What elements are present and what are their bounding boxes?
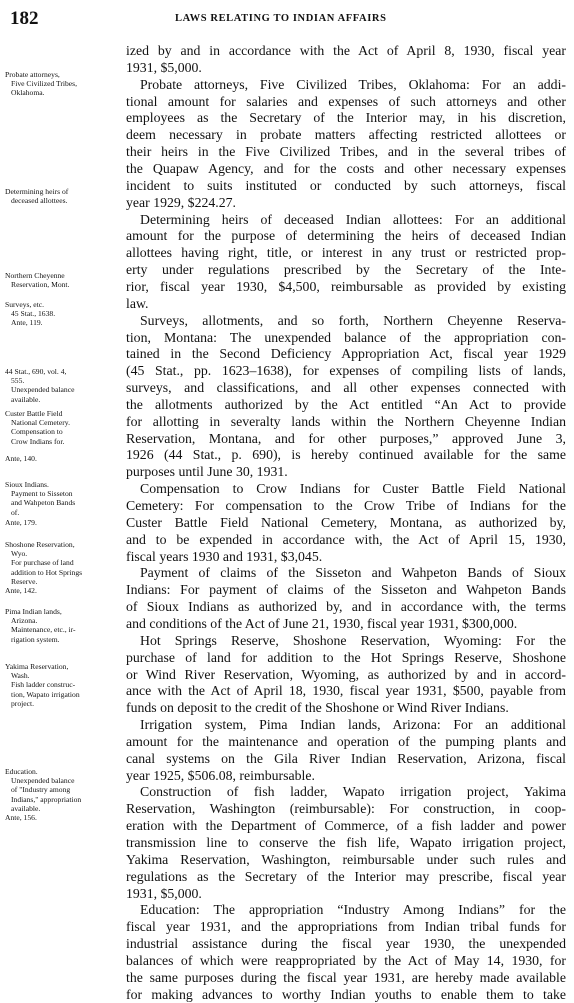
margin-note-line: Education. xyxy=(5,767,38,776)
body-line: the allotments authorized by the Act entitled “An Act to provide xyxy=(126,396,566,412)
margin-note-line: Determining heirs of xyxy=(5,187,69,196)
margin-note-line: For purchase of land xyxy=(11,558,74,568)
body-line: Yakima Reservation, Washington, reimbursable under such rules and xyxy=(126,851,566,867)
body-line: for allotting in severalty lands within the Northern Cheyenne Indian xyxy=(126,413,566,429)
margin-note-line: Ante, 119. xyxy=(11,318,43,328)
margin-note-line: Compensation to xyxy=(11,427,63,437)
margin-note xyxy=(5,586,120,595)
margin-note-line: Ante, 142. xyxy=(5,586,37,595)
margin-note xyxy=(5,813,120,822)
margin-note xyxy=(5,662,120,708)
body-line: year 1925, $506.08, reimbursable. xyxy=(126,767,315,783)
body-line: regulations as the Secretary of the Interior may prescribe, fiscal year xyxy=(126,868,566,884)
margin-note-line: Fish ladder construc- xyxy=(11,680,76,690)
margin-note xyxy=(5,540,120,586)
body-line: and to be expended in accordance with, the Act of April 15, 1930, xyxy=(126,531,566,547)
body-line: Education: The appropriation “Industry Among Indians” for the xyxy=(140,902,566,918)
margin-note xyxy=(5,70,120,98)
margin-note-line: Oklahoma. xyxy=(11,88,45,98)
body-line: Determining heirs of deceased Indian allottees: For an additional xyxy=(140,211,566,227)
margin-note-line: Indians," appropriation xyxy=(11,794,82,804)
body-line: canal systems on the Gila River Indian Reservation, Arizona, fiscal xyxy=(126,750,566,766)
margin-note xyxy=(5,271,120,289)
margin-note-line: available. xyxy=(11,803,41,813)
margin-note-line: rigation system. xyxy=(11,634,60,644)
margin-note-line: Ante, 179. xyxy=(5,518,37,527)
body-line: ized by and in accordance with the Act of April 8, 1930, fiscal year xyxy=(126,43,566,58)
body-line: and conditions of the Act of June 21, 1930, fiscal year 1931, $300,000. xyxy=(126,615,518,631)
margin-note-line: Custer Battle Field xyxy=(5,409,63,418)
margin-note xyxy=(5,454,120,463)
margin-note xyxy=(5,367,120,404)
body-line: law. xyxy=(126,295,149,311)
body-line: Cemetery: For compensation to the Crow Tribe of Indians for the xyxy=(126,498,566,513)
body-line: (45 Stat., pp. 1623–1638), for expenses of compiling lists of lands, xyxy=(126,363,566,379)
body-line: for making advances to worthy Indian youths to enable them to take xyxy=(126,986,566,1002)
body-line: Irrigation system, Pima Indian lands, Arizona: For an additional xyxy=(140,717,566,732)
margin-note-line: project. xyxy=(11,698,34,708)
page-number: 182 xyxy=(10,8,39,29)
body-line: amount for the purpose of determining the heirs of deceased Indian xyxy=(126,228,566,244)
margin-note-line: Wyo. xyxy=(11,549,28,559)
body-line: Hot Springs Reserve, Shoshone Reservation, Wyoming: For the xyxy=(140,632,566,648)
body-line: the Quapaw Agency, and for the costs and other necessary expenses xyxy=(126,161,566,176)
margin-note xyxy=(5,518,120,527)
running-head: LAWS RELATING TO INDIAN AFFAIRS xyxy=(175,13,387,24)
margin-note-line: Probate attorneys, xyxy=(5,70,60,79)
margin-note-line: Maintenance, etc., ir- xyxy=(11,625,76,635)
body-line: fiscal years 1930 and 1931, $3,045. xyxy=(126,548,323,564)
margin-note-line: National Cemetery. xyxy=(11,418,70,428)
margin-note xyxy=(5,409,120,446)
margin-note-line: 555. xyxy=(11,376,25,386)
margin-note-line: Pima Indian lands, xyxy=(5,607,62,616)
body-line: erty under regulations prescribed by the Secretary of the Inte- xyxy=(126,262,566,278)
margin-note-line: Wash. xyxy=(11,671,30,681)
margin-note-line: deceased allottees. xyxy=(11,196,68,206)
body-line: allottees having right, title, or interest in any trust or restricted prop- xyxy=(126,245,566,261)
body-line: transmission line to conserve the fish life, Wapato irrigation project, xyxy=(126,835,566,850)
margin-note-line: Ante, 140. xyxy=(5,454,37,463)
margin-note-line: available. xyxy=(11,394,41,404)
body-line: Indians: For payment of claims of the Sisseton and Wahpeton Bands xyxy=(126,582,566,598)
body-line: funds on deposit to the credit of the Shoshone or Wind River Indians. xyxy=(126,700,509,716)
margin-note-line: Arizona. xyxy=(11,616,38,626)
body-line: industrial assistance during the fiscal year 1930, the unexpended xyxy=(126,936,566,952)
body-line: rior, fiscal year 1930, $4,500, reimbursable as provided by existing xyxy=(126,278,566,294)
margin-note-line: Five Civilized Tribes, xyxy=(11,79,78,89)
body-line: ance with the Act of April 18, 1930, fiscal year 1931, $500, payable from xyxy=(126,683,566,699)
margin-note-line: of "Industry among xyxy=(11,785,71,795)
margin-note-line: Shoshone Reservation, xyxy=(5,540,75,549)
body-line: Payment of claims of the Sisseton and Wahpeton Bands of Sioux xyxy=(140,565,566,581)
body-line: deem necessary in probate matters affecting restricted allottees or xyxy=(126,127,566,143)
body-line: tional amount for salaries and expenses of such attorneys and other xyxy=(126,93,566,109)
body-line: Compensation to Crow Indians for Custer Battle Field National xyxy=(140,481,566,497)
margin-note-line: Reservation, Mont. xyxy=(11,280,70,290)
page-header xyxy=(0,8,574,32)
margin-note-line: 45 Stat., 1638. xyxy=(11,309,56,319)
body-line: tained in the Second Deficiency Appropriation Act, fiscal year 1929 xyxy=(126,346,566,362)
margin-note-line: Unexpended balance xyxy=(11,385,75,395)
body-line: 1931, $5,000. xyxy=(126,59,202,75)
margin-note-line: tion, Wapato irrigation xyxy=(11,689,80,699)
margin-note-line: Northern Cheyenne xyxy=(5,271,65,280)
body-line: purchase of land for addition to the Hot Springs Reserve, Shoshone xyxy=(126,649,566,665)
margin-note-line: Ante, 156. xyxy=(5,813,37,822)
body-line: year 1929, $224.27. xyxy=(126,194,236,210)
body-line: 1926 (44 Stat., p. 690), is hereby continued available for the same xyxy=(126,447,566,463)
margin-note-line: Surveys, etc. xyxy=(5,300,45,309)
margin-note-line: Payment to Sisseton xyxy=(11,489,73,499)
margin-note-line: Crow Indians for. xyxy=(11,436,65,446)
body-line: their heirs in the Five Civilized Tribes, and in the several tribes of xyxy=(126,144,566,160)
body-line: Construction of fish ladder, Wapato irrigation project, Yakima xyxy=(140,784,566,800)
margin-note xyxy=(5,480,120,517)
margin-note xyxy=(5,187,120,205)
body-line: purposes until June 30, 1931. xyxy=(126,464,288,480)
margin-note-line: of. xyxy=(11,507,20,517)
body-line: eration with the Department of Commerce, of a fish ladder and power xyxy=(126,818,566,834)
body-line: fiscal year 1931, and the appropriations from Indian tribal funds for xyxy=(126,919,566,935)
margin-note-line: Yakima Reservation, xyxy=(5,662,69,671)
margin-note xyxy=(5,607,120,644)
body-line: surveys, and classifications, and all other expenses connected with xyxy=(126,380,566,395)
body-line: Reservation, Montana, and for other purposes,” approved June 3, xyxy=(126,430,566,446)
body-line: the same purposes during the fiscal year 1931, are hereby made available xyxy=(126,969,566,985)
body-line: amount for the maintenance and operation of the pumping plants and xyxy=(126,733,566,749)
body-line: of Sioux Indians as authorized by, and in accordance with, the terms xyxy=(126,599,566,615)
body-line: incident to suits instituted or conducted by such attorneys, fiscal xyxy=(126,177,566,193)
margin-note-line: Sioux Indians. xyxy=(5,480,49,489)
margin-note-line: and Wahpeton Bands xyxy=(11,498,76,508)
body-line: Reservation, Washington (reimbursable): For construction, in coop- xyxy=(126,801,566,817)
body-line: 1931, $5,000. xyxy=(126,885,202,901)
body-line: or Wind River Reservation, Wyoming, as authorized by and in accord- xyxy=(126,666,566,682)
body-line: employees as the Secretary of the Interior may, in his discretion, xyxy=(126,110,566,126)
body-line: Probate attorneys, Five Civilized Tribes, Oklahoma: For an addi- xyxy=(140,76,566,92)
body-line: tion, Montana: The unexpended balance of the appropriation con- xyxy=(126,329,566,345)
margin-note-line: Unexpended balance xyxy=(11,776,75,786)
body-line: balances of which were reappropriated by the Act of May 14, 1930, for xyxy=(126,952,566,968)
margin-note xyxy=(5,300,120,328)
margin-note-line: addition to Hot Springs xyxy=(11,567,83,577)
body-line: Surveys, allotments, and so forth, Northern Cheyenne Reserva- xyxy=(140,312,566,328)
body-line: Custer Battle Field National Cemetery, Montana, as authorized by, xyxy=(126,514,566,530)
margin-note-line: Reserve. xyxy=(11,576,38,586)
margin-note xyxy=(5,767,120,813)
margin-note-line: 44 Stat., 690, vol. 4, xyxy=(5,367,67,376)
